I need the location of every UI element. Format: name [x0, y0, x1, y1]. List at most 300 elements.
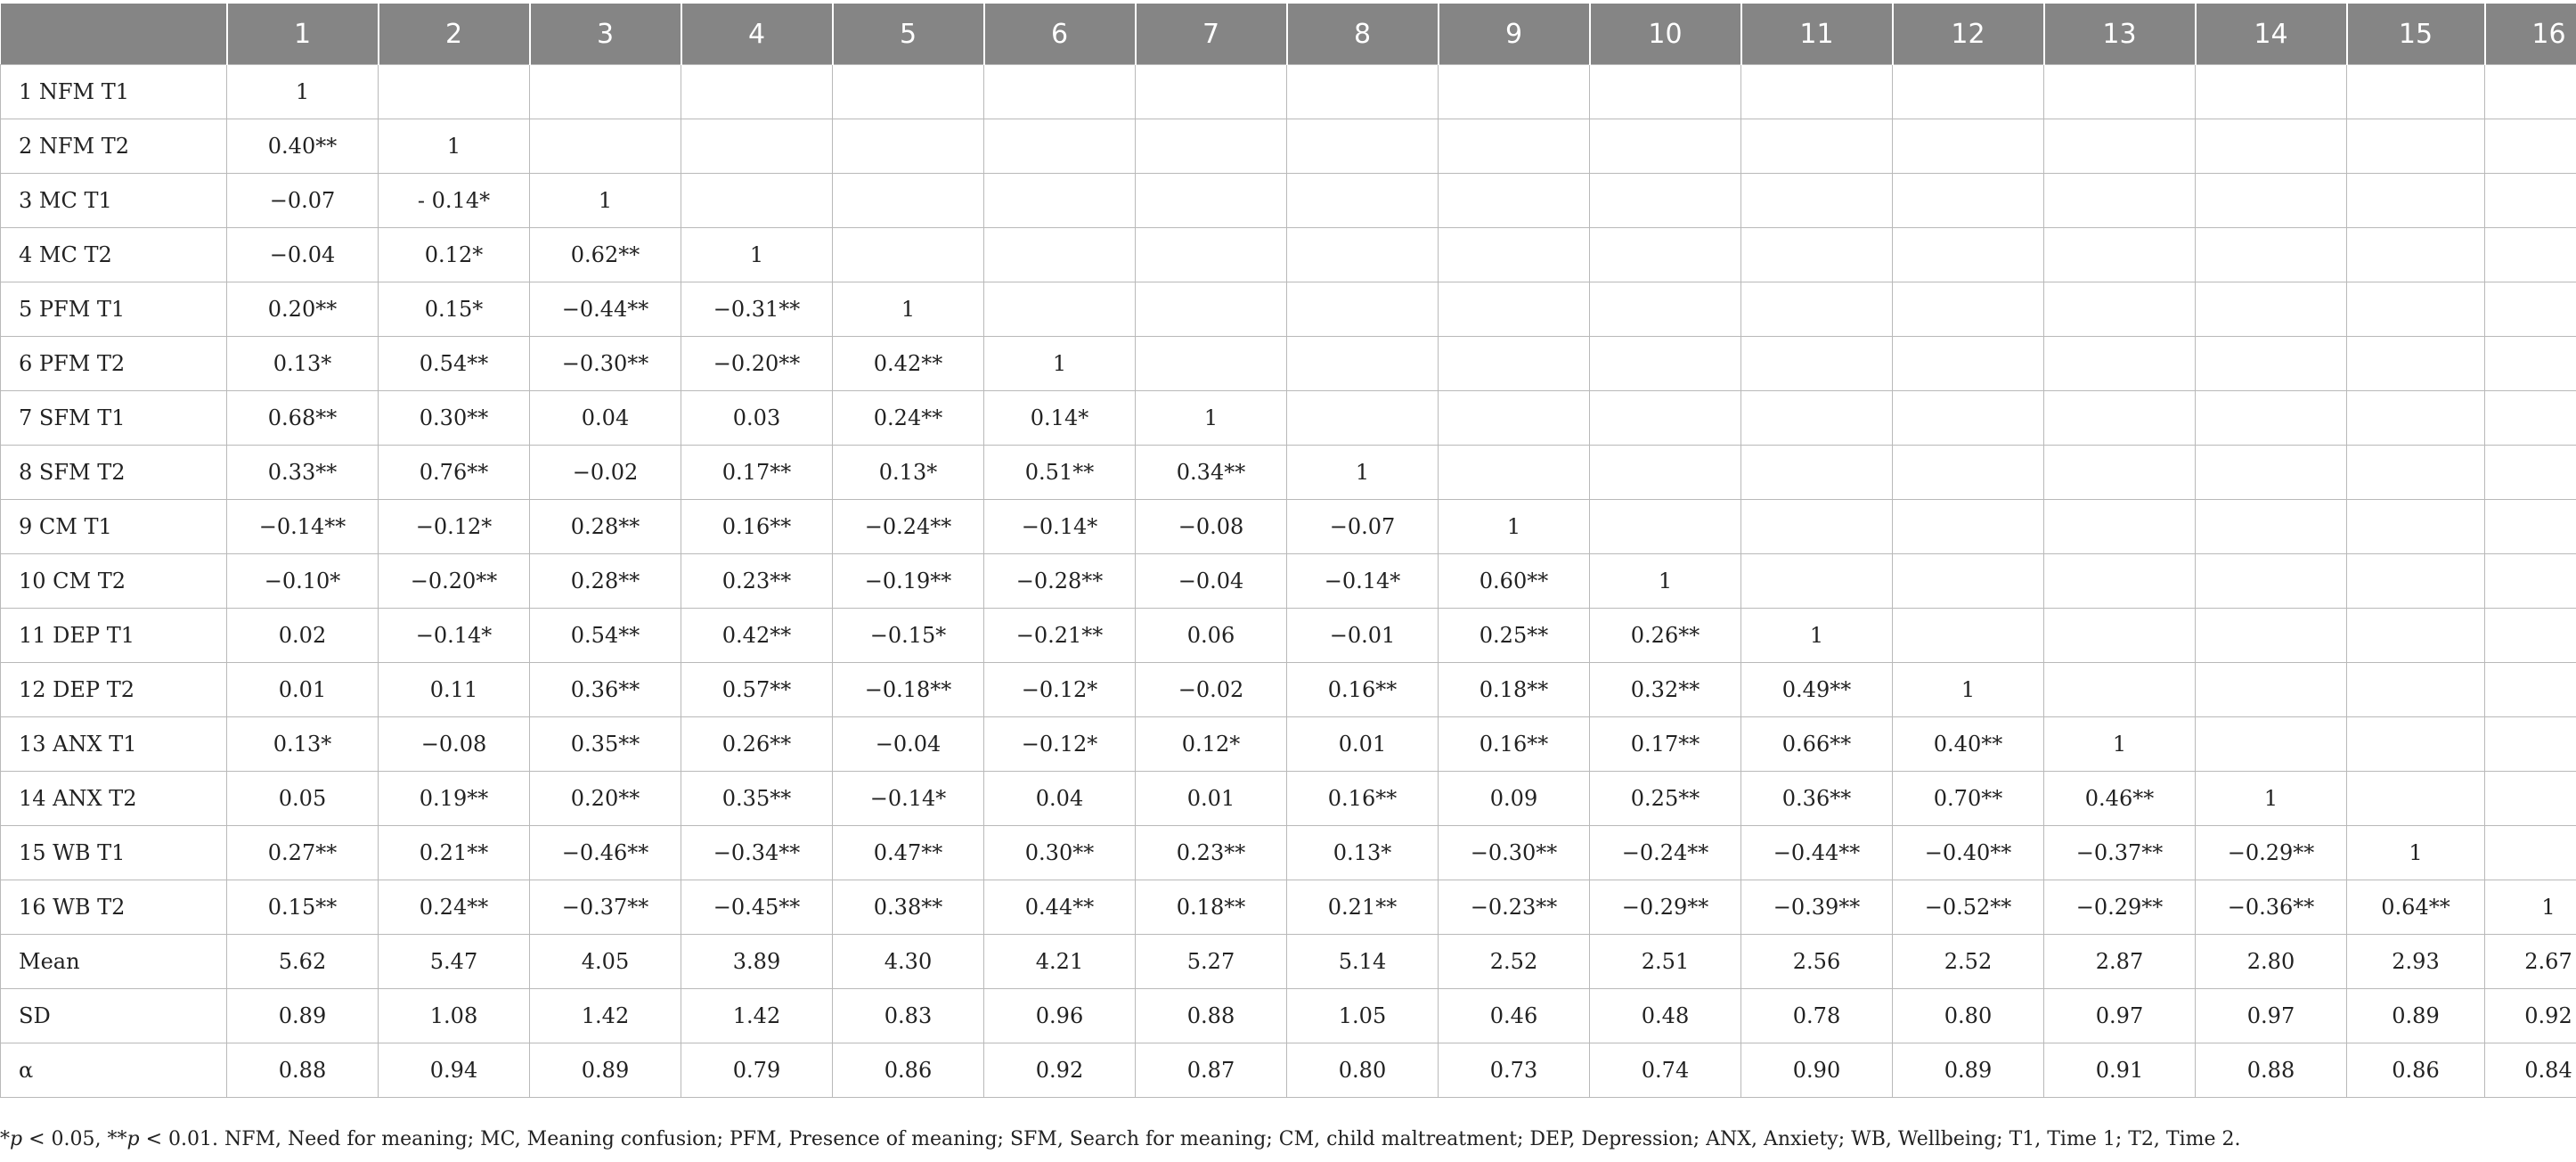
row-label: 11 DEP T1: [1, 609, 227, 663]
table-cell: 0.79: [681, 1043, 833, 1098]
column-header-12: 12: [1893, 4, 2044, 65]
table-cell: 1: [833, 282, 984, 337]
table-cell: [2196, 174, 2347, 228]
table-cell: [2196, 663, 2347, 717]
table-cell: [1439, 446, 1590, 500]
table-cell: 0.84: [2485, 1043, 2576, 1098]
table-cell: [1287, 119, 1439, 174]
table-cell: [2044, 65, 2196, 119]
table-cell: - 0.14*: [379, 174, 530, 228]
table-cell: [2196, 282, 2347, 337]
table-cell: 0.17**: [681, 446, 833, 500]
table-cell: 0.15*: [379, 282, 530, 337]
table-cell: 0.21**: [379, 826, 530, 880]
table-cell: 0.46**: [2044, 772, 2196, 826]
table-cell: 0.24**: [379, 880, 530, 935]
table-cell: −0.07: [227, 174, 379, 228]
table-cell: 5.62: [227, 935, 379, 989]
table-cell: [2196, 228, 2347, 282]
table-cell: 1: [227, 65, 379, 119]
table-cell: 0.16**: [1439, 717, 1590, 772]
table-row: [1, 228, 2576, 282]
column-header-11: 11: [1741, 4, 1893, 65]
table-cell: [2044, 663, 2196, 717]
column-header-3: 3: [530, 4, 681, 65]
table-cell: −0.14*: [1287, 554, 1439, 609]
table-cell: [1741, 282, 1893, 337]
table-cell: [1741, 500, 1893, 554]
table-cell: 0.30**: [379, 391, 530, 446]
table-cell: −0.12*: [984, 663, 1136, 717]
table-cell: [1590, 391, 1741, 446]
table-cell: 0.04: [984, 772, 1136, 826]
table-cell: −0.29**: [2044, 880, 2196, 935]
table-cell: [2347, 174, 2485, 228]
table-cell: 0.09: [1439, 772, 1590, 826]
table-cell: [1136, 337, 1287, 391]
table-cell: 5.27: [1136, 935, 1287, 989]
table-cell: [1287, 337, 1439, 391]
table-row: [1, 826, 2576, 880]
table-cell: 0.87: [1136, 1043, 1287, 1098]
table-cell: [1590, 174, 1741, 228]
table-cell: [2485, 282, 2576, 337]
table-cell: 0.89: [227, 989, 379, 1043]
table-cell: 0.62**: [530, 228, 681, 282]
table-cell: 0.97: [2196, 989, 2347, 1043]
table-cell: −0.14*: [379, 609, 530, 663]
row-label: 10 CM T2: [1, 554, 227, 609]
table-cell: −0.39**: [1741, 880, 1893, 935]
table-cell: 0.40**: [227, 119, 379, 174]
table-cell: [1136, 65, 1287, 119]
table-cell: −0.28**: [984, 554, 1136, 609]
table-cell: [1590, 119, 1741, 174]
table-cell: 0.94: [379, 1043, 530, 1098]
table-cell: [1741, 65, 1893, 119]
table-cell: 0.06: [1136, 609, 1287, 663]
table-cell: 5.47: [379, 935, 530, 989]
table-cell: 0.05: [227, 772, 379, 826]
table-row: [1, 1043, 2576, 1098]
table-cell: [1136, 282, 1287, 337]
table-cell: 0.28**: [530, 500, 681, 554]
table-row: [1, 989, 2576, 1043]
row-label: 4 MC T2: [1, 228, 227, 282]
table-cell: [1741, 391, 1893, 446]
table-cell: [1287, 174, 1439, 228]
table-cell: −0.12*: [984, 717, 1136, 772]
column-header-8: 8: [1287, 4, 1439, 65]
table-cell: [1439, 282, 1590, 337]
table-cell: [1136, 174, 1287, 228]
table-cell: [2347, 609, 2485, 663]
table-cell: [2044, 282, 2196, 337]
table-cell: [984, 65, 1136, 119]
table-row: [1, 772, 2576, 826]
table-footnote: [0, 1128, 2240, 1150]
row-label: 7 SFM T1: [1, 391, 227, 446]
table-cell: 0.01: [1287, 717, 1439, 772]
table-cell: 0.27**: [227, 826, 379, 880]
table-cell: [2347, 554, 2485, 609]
table-cell: 0.89: [2347, 989, 2485, 1043]
table-cell: −0.20**: [379, 554, 530, 609]
table-cell: [2044, 174, 2196, 228]
table-cell: 0.14*: [984, 391, 1136, 446]
table-cell: [833, 228, 984, 282]
table-cell: 5.14: [1287, 935, 1439, 989]
row-label: 13 ANX T1: [1, 717, 227, 772]
table-cell: [1893, 119, 2044, 174]
table-cell: 1: [2347, 826, 2485, 880]
table-cell: 0.86: [833, 1043, 984, 1098]
table-cell: 2.56: [1741, 935, 1893, 989]
table-cell: [984, 228, 1136, 282]
table-cell: [2485, 337, 2576, 391]
table-cell: [2485, 609, 2576, 663]
table-cell: 0.54**: [379, 337, 530, 391]
table-cell: −0.07: [1287, 500, 1439, 554]
table-cell: 0.97: [2044, 989, 2196, 1043]
table-cell: [1287, 391, 1439, 446]
table-cell: −0.24**: [1590, 826, 1741, 880]
row-label: 14 ANX T2: [1, 772, 227, 826]
table-cell: [1741, 446, 1893, 500]
table-cell: 0.13*: [1287, 826, 1439, 880]
table-cell: 0.01: [227, 663, 379, 717]
table-cell: 0.35**: [530, 717, 681, 772]
table-cell: [2044, 446, 2196, 500]
table-row: [1, 663, 2576, 717]
table-cell: [2044, 609, 2196, 663]
correlation-table: [0, 4, 2576, 1098]
table-cell: [1893, 228, 2044, 282]
table-cell: 0.34**: [1136, 446, 1287, 500]
table-cell: −0.29**: [2196, 826, 2347, 880]
table-cell: [1741, 554, 1893, 609]
table-cell: −0.36**: [2196, 880, 2347, 935]
table-cell: 0.12*: [1136, 717, 1287, 772]
table-cell: 0.89: [530, 1043, 681, 1098]
table-cell: 0.23**: [681, 554, 833, 609]
table-cell: [1439, 119, 1590, 174]
table-cell: 0.21**: [1287, 880, 1439, 935]
table-cell: [2485, 391, 2576, 446]
table-cell: [2044, 337, 2196, 391]
table-cell: 3.89: [681, 935, 833, 989]
table-cell: [2347, 228, 2485, 282]
table-cell: [833, 119, 984, 174]
table-cell: [984, 174, 1136, 228]
table-cell: [530, 119, 681, 174]
table-cell: [2347, 772, 2485, 826]
table-cell: [1741, 174, 1893, 228]
table-cell: [2485, 826, 2576, 880]
table-cell: [2347, 119, 2485, 174]
table-cell: [1287, 228, 1439, 282]
table-row: [1, 554, 2576, 609]
table-cell: 0.19**: [379, 772, 530, 826]
table-cell: [2485, 772, 2576, 826]
table-cell: 1: [1287, 446, 1439, 500]
table-cell: 0.24**: [833, 391, 984, 446]
table-cell: 0.38**: [833, 880, 984, 935]
table-cell: [2347, 717, 2485, 772]
table-cell: −0.08: [1136, 500, 1287, 554]
table-cell: −0.19**: [833, 554, 984, 609]
table-row: [1, 391, 2576, 446]
table-cell: 0.13*: [227, 337, 379, 391]
table-cell: 1.08: [379, 989, 530, 1043]
table-cell: 4.21: [984, 935, 1136, 989]
table-cell: −0.12*: [379, 500, 530, 554]
table-cell: −0.37**: [2044, 826, 2196, 880]
column-header-14: 14: [2196, 4, 2347, 65]
table-cell: 0.83: [833, 989, 984, 1043]
table-cell: −0.04: [227, 228, 379, 282]
table-cell: 2.93: [2347, 935, 2485, 989]
table-cell: −0.20**: [681, 337, 833, 391]
table-cell: [2485, 119, 2576, 174]
column-header-15: 15: [2347, 4, 2485, 65]
row-label: SD: [1, 989, 227, 1043]
table-cell: −0.04: [1136, 554, 1287, 609]
header-row: [1, 4, 2576, 65]
table-cell: −0.15*: [833, 609, 984, 663]
table-cell: [2485, 446, 2576, 500]
table-cell: 0.12*: [379, 228, 530, 282]
table-cell: 0.73: [1439, 1043, 1590, 1098]
table-row: [1, 717, 2576, 772]
table-cell: [1893, 337, 2044, 391]
table-cell: 0.01: [1136, 772, 1287, 826]
table-cell: −0.14**: [227, 500, 379, 554]
table-cell: [1439, 228, 1590, 282]
table-cell: 0.47**: [833, 826, 984, 880]
table-cell: 0.86: [2347, 1043, 2485, 1098]
table-cell: [1893, 609, 2044, 663]
table-cell: 0.16**: [681, 500, 833, 554]
table-cell: [1590, 500, 1741, 554]
table-cell: 1: [2044, 717, 2196, 772]
row-label: 8 SFM T2: [1, 446, 227, 500]
table-cell: [2196, 119, 2347, 174]
row-label: 2 NFM T2: [1, 119, 227, 174]
table-cell: [2347, 500, 2485, 554]
table-cell: 2.67: [2485, 935, 2576, 989]
table-cell: 0.25**: [1439, 609, 1590, 663]
table-cell: 0.89: [1893, 1043, 2044, 1098]
table-row: [1, 119, 2576, 174]
table-row: [1, 609, 2576, 663]
table-cell: [1893, 65, 2044, 119]
column-header-7: 7: [1136, 4, 1287, 65]
table-cell: [2347, 663, 2485, 717]
table-cell: 1: [984, 337, 1136, 391]
footnote-sig1-text: < 0.05,: [22, 1128, 108, 1150]
column-header-4: 4: [681, 4, 833, 65]
table-row: [1, 500, 2576, 554]
table-cell: [984, 282, 1136, 337]
table-cell: −0.44**: [530, 282, 681, 337]
table-cell: −0.29**: [1590, 880, 1741, 935]
table-cell: 1.05: [1287, 989, 1439, 1043]
table-cell: 1: [1590, 554, 1741, 609]
table-cell: [1741, 119, 1893, 174]
column-header-5: 5: [833, 4, 984, 65]
table-body: [1, 65, 2576, 1098]
table-cell: 1: [1741, 609, 1893, 663]
table-cell: [1893, 282, 2044, 337]
column-header-1: 1: [227, 4, 379, 65]
table-cell: 0.49**: [1741, 663, 1893, 717]
table-cell: [1287, 65, 1439, 119]
table-cell: [1287, 282, 1439, 337]
table-cell: [1590, 282, 1741, 337]
table-cell: [2196, 554, 2347, 609]
table-cell: 0.68**: [227, 391, 379, 446]
table-cell: 0.90: [1741, 1043, 1893, 1098]
footnote-sig2-symbol: p: [126, 1128, 140, 1150]
table-cell: −0.30**: [530, 337, 681, 391]
table-cell: −0.02: [1136, 663, 1287, 717]
table-cell: 0.88: [1136, 989, 1287, 1043]
table-cell: 0.48: [1590, 989, 1741, 1043]
table-cell: −0.30**: [1439, 826, 1590, 880]
table-cell: [530, 65, 681, 119]
column-header-13: 13: [2044, 4, 2196, 65]
table-cell: 0.28**: [530, 554, 681, 609]
table-cell: 0.16**: [1287, 772, 1439, 826]
table-cell: 0.80: [1287, 1043, 1439, 1098]
row-label: 16 WB T2: [1, 880, 227, 935]
table-cell: 0.36**: [530, 663, 681, 717]
table-cell: −0.02: [530, 446, 681, 500]
table-cell: 0.20**: [227, 282, 379, 337]
table-cell: −0.52**: [1893, 880, 2044, 935]
table-cell: [1590, 446, 1741, 500]
table-cell: 1: [379, 119, 530, 174]
table-cell: 0.92: [2485, 989, 2576, 1043]
table-cell: 0.33**: [227, 446, 379, 500]
table-cell: 0.11: [379, 663, 530, 717]
footnote-sig1-marker: *: [0, 1128, 10, 1150]
table-row: [1, 446, 2576, 500]
table-cell: [2196, 609, 2347, 663]
table-cell: [1893, 174, 2044, 228]
table-cell: −0.45**: [681, 880, 833, 935]
table-cell: 1: [2485, 880, 2576, 935]
table-cell: −0.08: [379, 717, 530, 772]
table-cell: [2196, 717, 2347, 772]
table-row: [1, 935, 2576, 989]
table-cell: −0.44**: [1741, 826, 1893, 880]
table-cell: [1136, 119, 1287, 174]
table-cell: [984, 119, 1136, 174]
table-cell: [1893, 500, 2044, 554]
table-cell: −0.34**: [681, 826, 833, 880]
table-cell: 0.42**: [681, 609, 833, 663]
table-cell: −0.40**: [1893, 826, 2044, 880]
table-cell: [2485, 717, 2576, 772]
table-cell: 0.60**: [1439, 554, 1590, 609]
table-cell: [1893, 446, 2044, 500]
table-cell: −0.37**: [530, 880, 681, 935]
table-cell: 0.66**: [1741, 717, 1893, 772]
table-cell: 4.30: [833, 935, 984, 989]
table-cell: 1: [530, 174, 681, 228]
table-cell: 0.36**: [1741, 772, 1893, 826]
table-cell: 0.26**: [681, 717, 833, 772]
table-cell: 1.42: [681, 989, 833, 1043]
table-cell: 2.51: [1590, 935, 1741, 989]
table-cell: 0.02: [227, 609, 379, 663]
table-cell: [833, 65, 984, 119]
table-cell: [1590, 228, 1741, 282]
table-cell: −0.14*: [984, 500, 1136, 554]
table-cell: [1893, 554, 2044, 609]
table-cell: [2044, 391, 2196, 446]
table-cell: [681, 65, 833, 119]
table-cell: 0.74: [1590, 1043, 1741, 1098]
table-cell: 1: [2196, 772, 2347, 826]
table-cell: 0.88: [2196, 1043, 2347, 1098]
table-cell: −0.10*: [227, 554, 379, 609]
table-cell: [1439, 174, 1590, 228]
table-cell: 0.23**: [1136, 826, 1287, 880]
column-header-9: 9: [1439, 4, 1590, 65]
table-cell: 0.51**: [984, 446, 1136, 500]
table-cell: 0.42**: [833, 337, 984, 391]
footnote-sig2-marker: **: [107, 1128, 127, 1150]
table-cell: [2044, 500, 2196, 554]
table-cell: 4.05: [530, 935, 681, 989]
table-cell: 0.76**: [379, 446, 530, 500]
table-cell: [1439, 337, 1590, 391]
table-cell: [379, 65, 530, 119]
table-cell: 2.87: [2044, 935, 2196, 989]
table-cell: 0.15**: [227, 880, 379, 935]
table-cell: [2044, 228, 2196, 282]
table-cell: 0.88: [227, 1043, 379, 1098]
table-cell: [2196, 500, 2347, 554]
row-label: 1 NFM T1: [1, 65, 227, 119]
table-cell: 0.18**: [1439, 663, 1590, 717]
table-cell: 0.92: [984, 1043, 1136, 1098]
table-cell: 0.44**: [984, 880, 1136, 935]
row-label: 3 MC T1: [1, 174, 227, 228]
table-cell: 0.46: [1439, 989, 1590, 1043]
table-cell: [1741, 337, 1893, 391]
table-cell: [2347, 282, 2485, 337]
table-cell: 1.42: [530, 989, 681, 1043]
table-cell: [2485, 554, 2576, 609]
table-cell: [2044, 554, 2196, 609]
table-cell: 1: [1136, 391, 1287, 446]
table-cell: −0.46**: [530, 826, 681, 880]
column-header-16: 16: [2485, 4, 2576, 65]
table-cell: 2.80: [2196, 935, 2347, 989]
table-cell: [2196, 446, 2347, 500]
table-cell: 0.64**: [2347, 880, 2485, 935]
table-cell: 0.16**: [1287, 663, 1439, 717]
table-cell: −0.01: [1287, 609, 1439, 663]
table-cell: 0.35**: [681, 772, 833, 826]
header-corner: [1, 4, 227, 65]
table-cell: 0.26**: [1590, 609, 1741, 663]
table-row: [1, 282, 2576, 337]
